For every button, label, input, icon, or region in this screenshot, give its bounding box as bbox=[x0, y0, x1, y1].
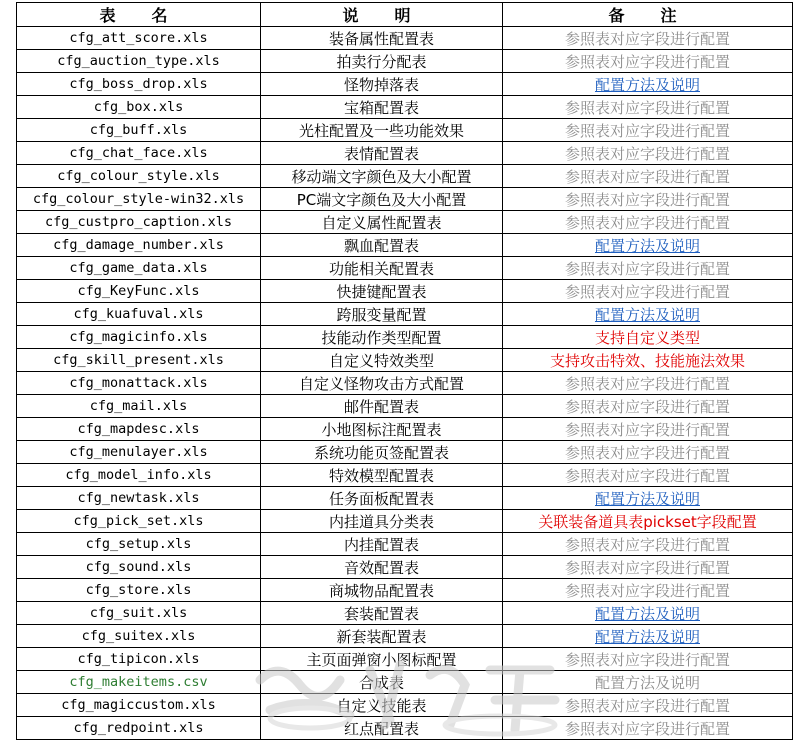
description-cell: 内挂道具分类表 bbox=[261, 510, 503, 533]
remark-text: 参照表对应字段进行配置 bbox=[564, 167, 730, 186]
table-row bbox=[17, 96, 793, 119]
description-cell: 主页面弹窗小图标配置 bbox=[261, 648, 503, 671]
description-cell: 功能相关配置表 bbox=[261, 257, 503, 280]
remark-text: 参照表对应字段进行配置 bbox=[564, 144, 730, 163]
file-name-cell: cfg_skill_present.xls bbox=[17, 349, 261, 372]
file-name-cell: cfg_store.xls bbox=[17, 579, 261, 602]
remark-text: 参照表对应字段进行配置 bbox=[564, 374, 730, 393]
file-name-cell: cfg_colour_style.xls bbox=[17, 165, 261, 188]
remark-cell bbox=[503, 96, 793, 119]
table-row bbox=[17, 487, 793, 510]
table-row bbox=[17, 556, 793, 579]
file-name-cell: cfg_sound.xls bbox=[17, 556, 261, 579]
table-row bbox=[17, 188, 793, 211]
remark-cell bbox=[503, 717, 793, 740]
remark-text: 参照表对应字段进行配置 bbox=[564, 213, 730, 232]
remark-text: 支持自定义类型 bbox=[594, 328, 700, 347]
file-name-cell: cfg_menulayer.xls bbox=[17, 441, 261, 464]
table-row bbox=[17, 50, 793, 73]
remark-text: 参照表对应字段进行配置 bbox=[564, 190, 730, 209]
remark-cell bbox=[503, 280, 793, 303]
table-row bbox=[17, 280, 793, 303]
remark-cell bbox=[503, 671, 793, 694]
config-method-link[interactable]: 配置方法及说明 bbox=[594, 604, 700, 623]
description-cell: 飘血配置表 bbox=[261, 234, 503, 257]
description-cell: 自定义属性配置表 bbox=[261, 211, 503, 234]
remark-cell bbox=[503, 142, 793, 165]
remark-text: 参照表对应字段进行配置 bbox=[564, 466, 730, 485]
file-name-cell: cfg_newtask.xls bbox=[17, 487, 261, 510]
table-row bbox=[17, 533, 793, 556]
table-row bbox=[17, 441, 793, 464]
description-cell: 小地图标注配置表 bbox=[261, 418, 503, 441]
table-row bbox=[17, 257, 793, 280]
description-cell: 拍卖行分配表 bbox=[261, 50, 503, 73]
table-row bbox=[17, 119, 793, 142]
table-row bbox=[17, 326, 793, 349]
description-cell: 内挂配置表 bbox=[261, 533, 503, 556]
table-row bbox=[17, 303, 793, 326]
description-cell: 套装配置表 bbox=[261, 602, 503, 625]
file-name-cell: cfg_suitex.xls bbox=[17, 625, 261, 648]
description-cell: 合成表 bbox=[261, 671, 503, 694]
file-name-cell: cfg_makeitems.csv bbox=[17, 671, 261, 694]
table-body bbox=[17, 27, 793, 740]
remark-cell bbox=[503, 257, 793, 280]
remark-cell bbox=[503, 441, 793, 464]
remark-text: 参照表对应字段进行配置 bbox=[564, 650, 730, 669]
description-cell: 跨服变量配置 bbox=[261, 303, 503, 326]
file-name-cell: cfg_KeyFunc.xls bbox=[17, 280, 261, 303]
file-name-cell: cfg_model_info.xls bbox=[17, 464, 261, 487]
remark-cell bbox=[503, 349, 793, 372]
table-row bbox=[17, 602, 793, 625]
remark-text: 参照表对应字段进行配置 bbox=[564, 581, 730, 600]
description-cell: 怪物掉落表 bbox=[261, 73, 503, 96]
remark-text: 参照表对应字段进行配置 bbox=[564, 397, 730, 416]
remark-cell bbox=[503, 27, 793, 50]
file-name-cell: cfg_att_score.xls bbox=[17, 27, 261, 50]
header-remarks: 备 注 bbox=[503, 3, 793, 27]
remark-cell bbox=[503, 50, 793, 73]
description-cell: 自定义技能表 bbox=[261, 694, 503, 717]
file-name-cell: cfg_suit.xls bbox=[17, 602, 261, 625]
header-row bbox=[17, 3, 793, 27]
header-table-name: 表 名 bbox=[17, 3, 261, 27]
file-name-cell: cfg_game_data.xls bbox=[17, 257, 261, 280]
remark-cell bbox=[503, 648, 793, 671]
table-row bbox=[17, 418, 793, 441]
remark-cell bbox=[503, 165, 793, 188]
remark-cell bbox=[503, 487, 793, 510]
remark-cell bbox=[503, 625, 793, 648]
description-cell: 任务面板配置表 bbox=[261, 487, 503, 510]
file-name-cell: cfg_monattack.xls bbox=[17, 372, 261, 395]
table-row bbox=[17, 395, 793, 418]
remark-text: 参照表对应字段进行配置 bbox=[564, 259, 730, 278]
description-cell: 装备属性配置表 bbox=[261, 27, 503, 50]
remark-cell bbox=[503, 395, 793, 418]
table-row bbox=[17, 165, 793, 188]
table-row bbox=[17, 648, 793, 671]
description-cell: 移动端文字颜色及大小配置 bbox=[261, 165, 503, 188]
remark-text: 参照表对应字段进行配置 bbox=[564, 29, 730, 48]
description-cell: 自定义特效类型 bbox=[261, 349, 503, 372]
table-row bbox=[17, 73, 793, 96]
remark-cell bbox=[503, 418, 793, 441]
table-row bbox=[17, 510, 793, 533]
remark-cell bbox=[503, 326, 793, 349]
description-cell: 特效模型配置表 bbox=[261, 464, 503, 487]
description-cell: 光柱配置及一些功能效果 bbox=[261, 119, 503, 142]
remark-text: 参照表对应字段进行配置 bbox=[564, 719, 730, 738]
description-cell: 自定义怪物攻击方式配置 bbox=[261, 372, 503, 395]
file-name-cell: cfg_pick_set.xls bbox=[17, 510, 261, 533]
remark-cell bbox=[503, 211, 793, 234]
remark-cell bbox=[503, 73, 793, 96]
remark-text: 参照表对应字段进行配置 bbox=[564, 443, 730, 462]
remark-cell bbox=[503, 119, 793, 142]
remark-text: 参照表对应字段进行配置 bbox=[564, 535, 730, 554]
table-row bbox=[17, 694, 793, 717]
remark-text: 参照表对应字段进行配置 bbox=[564, 98, 730, 117]
file-name-cell: cfg_auction_type.xls bbox=[17, 50, 261, 73]
remark-cell bbox=[503, 579, 793, 602]
remark-cell bbox=[503, 556, 793, 579]
table-row bbox=[17, 142, 793, 165]
remark-text: 关联装备道具表pickset字段配置 bbox=[538, 512, 757, 531]
remark-cell bbox=[503, 602, 793, 625]
table-row bbox=[17, 717, 793, 740]
file-name-cell: cfg_buff.xls bbox=[17, 119, 261, 142]
description-cell: PC端文字颜色及大小配置 bbox=[261, 188, 503, 211]
remark-text: 参照表对应字段进行配置 bbox=[564, 282, 730, 301]
file-name-cell: cfg_colour_style-win32.xls bbox=[17, 188, 261, 211]
description-cell: 快捷键配置表 bbox=[261, 280, 503, 303]
description-cell: 技能动作类型配置 bbox=[261, 326, 503, 349]
remark-text: 支持攻击特效、技能施法效果 bbox=[549, 351, 745, 370]
file-name-cell: cfg_box.xls bbox=[17, 96, 261, 119]
table-row bbox=[17, 234, 793, 257]
table-row bbox=[17, 372, 793, 395]
remark-text: 参照表对应字段进行配置 bbox=[564, 558, 730, 577]
file-name-cell: cfg_mail.xls bbox=[17, 395, 261, 418]
file-name-cell: cfg_redpoint.xls bbox=[17, 717, 261, 740]
remark-cell bbox=[503, 464, 793, 487]
table-row bbox=[17, 27, 793, 50]
file-name-cell: cfg_damage_number.xls bbox=[17, 234, 261, 257]
remark-cell bbox=[503, 533, 793, 556]
file-name-cell: cfg_magiccustom.xls bbox=[17, 694, 261, 717]
file-name-cell: cfg_chat_face.xls bbox=[17, 142, 261, 165]
description-cell: 宝箱配置表 bbox=[261, 96, 503, 119]
config-method-link[interactable]: 配置方法及说明 bbox=[594, 489, 700, 508]
remark-cell bbox=[503, 234, 793, 257]
file-name-cell: cfg_magicinfo.xls bbox=[17, 326, 261, 349]
file-name-cell: cfg_kuafuval.xls bbox=[17, 303, 261, 326]
description-cell: 表情配置表 bbox=[261, 142, 503, 165]
config-method-link[interactable]: 配置方法及说明 bbox=[594, 305, 700, 324]
config-method-link[interactable]: 配置方法及说明 bbox=[594, 75, 700, 94]
config-table bbox=[16, 2, 793, 740]
description-cell: 红点配置表 bbox=[261, 717, 503, 740]
description-cell: 新套装配置表 bbox=[261, 625, 503, 648]
table-row bbox=[17, 464, 793, 487]
remark-text: 配置方法及说明 bbox=[594, 673, 700, 692]
table-row bbox=[17, 579, 793, 602]
file-name-cell: cfg_custpro_caption.xls bbox=[17, 211, 261, 234]
config-method-link[interactable]: 配置方法及说明 bbox=[594, 236, 700, 255]
description-cell: 系统功能页签配置表 bbox=[261, 441, 503, 464]
remark-cell bbox=[503, 372, 793, 395]
file-name-cell: cfg_boss_drop.xls bbox=[17, 73, 261, 96]
remark-text: 参照表对应字段进行配置 bbox=[564, 696, 730, 715]
remark-text: 参照表对应字段进行配置 bbox=[564, 52, 730, 71]
remark-cell bbox=[503, 303, 793, 326]
file-name-cell: cfg_setup.xls bbox=[17, 533, 261, 556]
table-row bbox=[17, 625, 793, 648]
table-row bbox=[17, 349, 793, 372]
file-name-cell: cfg_mapdesc.xls bbox=[17, 418, 261, 441]
header-description: 说 明 bbox=[261, 3, 503, 27]
table-row bbox=[17, 211, 793, 234]
description-cell: 商城物品配置表 bbox=[261, 579, 503, 602]
remark-cell bbox=[503, 188, 793, 211]
file-name-cell: cfg_tipicon.xls bbox=[17, 648, 261, 671]
description-cell: 邮件配置表 bbox=[261, 395, 503, 418]
remark-cell bbox=[503, 510, 793, 533]
description-cell: 音效配置表 bbox=[261, 556, 503, 579]
table-row bbox=[17, 671, 793, 694]
config-method-link[interactable]: 配置方法及说明 bbox=[594, 627, 700, 646]
remark-text: 参照表对应字段进行配置 bbox=[564, 121, 730, 140]
remark-text: 参照表对应字段进行配置 bbox=[564, 420, 730, 439]
remark-cell bbox=[503, 694, 793, 717]
